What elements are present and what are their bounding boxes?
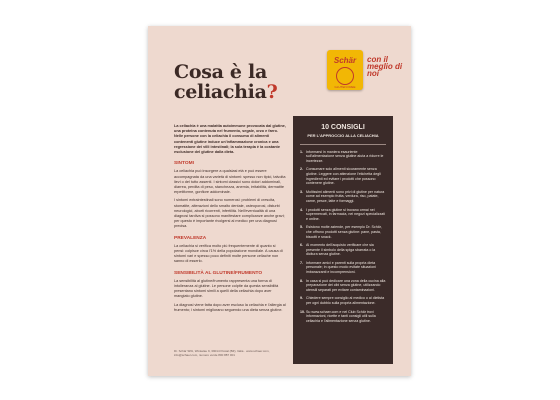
tip-item [300, 279, 386, 293]
tip-text: Chiedere sempre consiglio al medico o al dietista per ogni dubbio sulla propria alimentazione. [306, 296, 385, 306]
section-heading-sintomi: SINTOMI [174, 161, 194, 167]
tips-subtitle: PER L'APPROCCIO ALLA CELIACHIA [307, 133, 379, 138]
tip-item [300, 296, 386, 305]
page-title [174, 62, 294, 102]
tip-number: 3. [300, 189, 303, 194]
logo-emblem-icon [336, 67, 354, 85]
tip-text: Al momento dell'acquisto verificare che sia presente il simbolo della spiga sbarrata o la dicitura senza glutine. [306, 243, 376, 257]
footer-address: Dr. Schär SPA, Winkelau 9, 39014 Postal (BZ), Italia · www.schaer.com, info@schaer.com, numero verde 800 887 001 [174, 349, 270, 357]
tip-text: In casa si può dedicare una zona della cucina alla preparazione dei cibi senza glutine, utilizzando utensili separati per evitare contaminazioni. [306, 278, 386, 292]
brand-tagline: con il meglio di noi [367, 55, 403, 78]
tip-text: Informarsi in maniera esauriente sull'alimentazione senza glutine aiuta a ridurre le incertezze. [306, 149, 384, 163]
tip-item [300, 208, 386, 222]
tips-title: 10 CONSIGLI [321, 124, 365, 131]
tips-box [293, 116, 393, 364]
section-paragraph: La diagnosi viene fatta dopo aver escluso la celiachia e l'allergia al frumento; i sintomi migliorano seguendo una dieta senza glutine. [174, 302, 286, 312]
tip-text: Consumare solo alimenti sicuramente senza glutine. Leggere con attenzione l'etichetta degli ingredienti ed evitare i prodotti che possono contenere glutine. [306, 167, 381, 186]
left-column [174, 124, 286, 316]
tip-text: Informare amici e parenti sulla propria dieta personale; in questo modo evitate situazioni imbarazzanti e incomprensioni. [306, 260, 376, 275]
tip-text: Esistono molte aziende, per esempio Dr. Schär, che offrono prodotti senza glutine: pane, pasta, biscotti e snack. [306, 225, 382, 239]
brand-logo [327, 50, 363, 90]
flyer-page [148, 26, 411, 376]
tip-item [300, 225, 386, 239]
title-text: Cosa è la celiachia [174, 61, 267, 103]
tip-number: 8. [300, 278, 303, 283]
tip-number: 4. [300, 207, 303, 212]
tip-number: 9. [300, 296, 303, 301]
tip-number: 6. [300, 243, 303, 248]
section-heading-sensibilita: SENSIBILITÀ AL GLUTINE/FRUMENTO [174, 270, 263, 276]
tip-item [300, 243, 386, 257]
section-paragraph: La celiachia può insorgere a qualsiasi età e può essere accompagnata da una varietà di sintomi: spesso non tipici, talvolta lievi o del tutto assenti. I sintomi classici sono dolori addominali, diarrea, perdita di peso, stanchezza, anemia, irritabilità, dermatite erpetiforme, gonfiore addominale. [174, 169, 286, 195]
tip-number: 1. [300, 149, 303, 154]
tip-number: 10. [300, 309, 305, 314]
section-paragraph: La celiachia si verifica molto più frequentemente di quanto si pensi: colpisce circa l'1% della popolazione mondiale. A causa di sintomi vari e spesso poco definiti molte persone celiache non sanno di esserlo. [174, 243, 283, 264]
title-question-mark: ? [266, 81, 278, 103]
tip-number: 2. [300, 167, 303, 172]
tip-text: I prodotti senza glutine si trovano ormai nei supermercati, in farmacia, nei negozi specializzati e online. [306, 207, 386, 221]
tip-item [300, 310, 386, 324]
tip-item [300, 261, 386, 275]
tip-text: Su www.schaer.com e nel Club Schär trovi informazioni, ricette e tanti consigli utili sulla celiachia e l'alimentazione senza glutine. [306, 309, 376, 323]
logo-text: Schär [333, 56, 357, 65]
tip-item [300, 190, 386, 204]
logo-subtext: GLUTEN FREE [334, 85, 356, 89]
tip-text: Moltissimi alimenti sono privi di glutine per natura come ad esempio frutta, verdura, riso, patate, carne, pesce, latte e formaggi. [306, 189, 385, 203]
section-paragraph: I sintomi extraintestinali sono numerosi: problemi di crescita, stomatite, alterazioni dello smalto dentale, osteoporosi, disturbi neurologici, aborti ricorrenti, infertilità. Nell'eventualità di una diagnosi tardiva si possono manifestare complicanze anche gravi; per questo è importante rivolgersi al medico per una diagnosi precisa. [174, 198, 285, 229]
tip-number: 5. [300, 225, 303, 230]
section-heading-prevalenza: PREVALENZA [174, 235, 207, 241]
intro-paragraph: La celiachia è una malattia autoimmune provocata dal glutine, una proteina contenuta nel frumento, segale, orzo e farro. Nelle persone con la celiachia il consumo di alimenti contenenti glutine induce un'infiammazione cronica e una regressione dei villi intestinali; la sola terapia è la costante esclusione del glutine dalla dieta. [174, 124, 286, 155]
tips-divider [300, 144, 386, 145]
section-paragraph: La sensibilità al glutine/frumento rappresenta una forma di intolleranza al glutine. Le persone colpite da questa sensibilità presentano sintomi simili a quelli della celiachia dopo aver mangiato glutine. [174, 278, 279, 299]
tip-number: 7. [300, 260, 303, 265]
tip-item [300, 150, 386, 164]
tip-item [300, 167, 386, 185]
